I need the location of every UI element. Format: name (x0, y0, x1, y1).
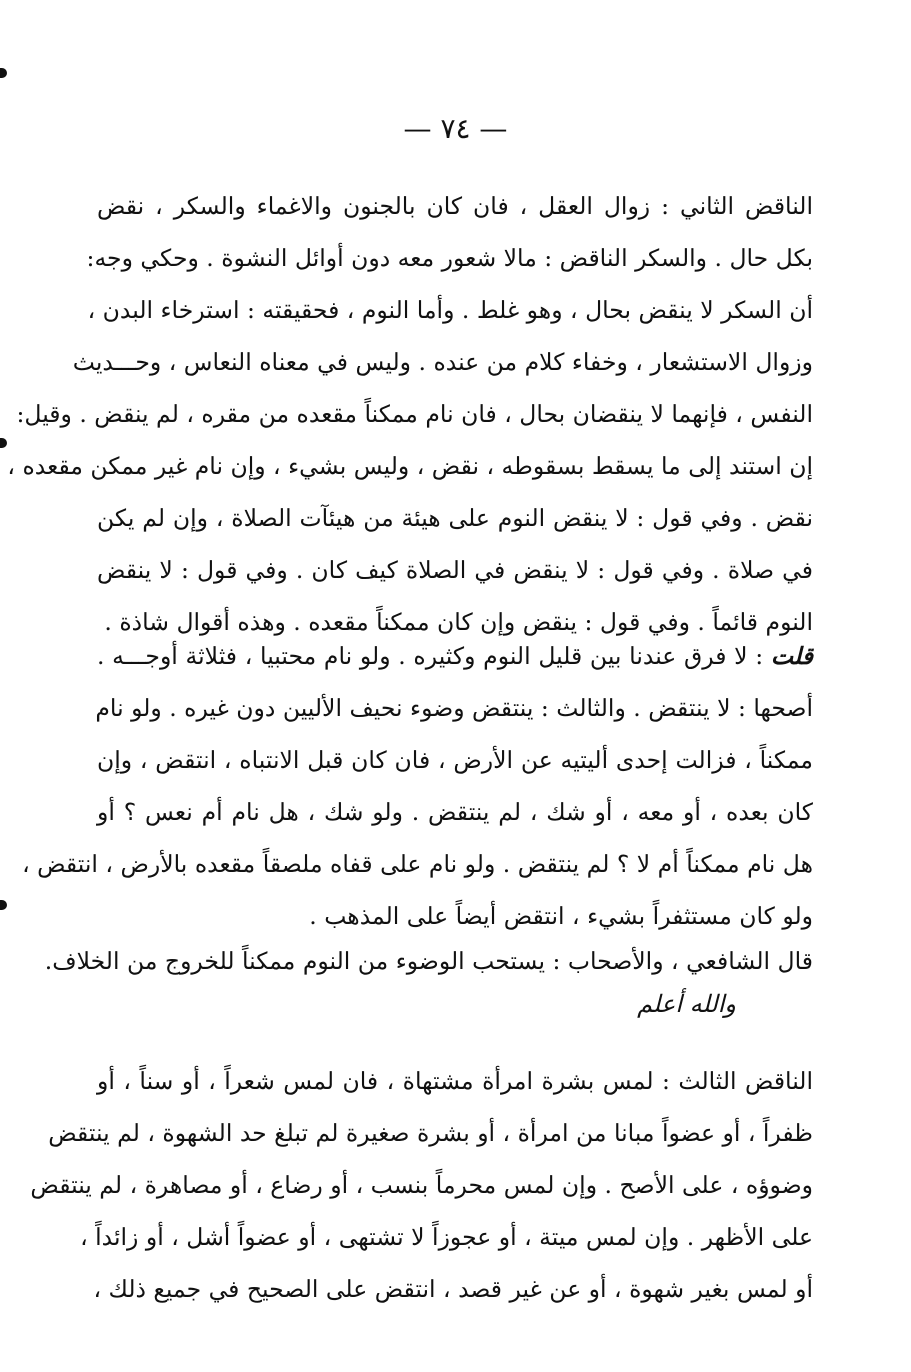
text-fragment: : لا فرق عندنا بين قليل النوم وكثيره . ولو نام محتبيا ، فثلاثة أوجـــه . (97, 642, 771, 670)
text-line: وضوؤه ، على الأصح . وإن لمس محرماً بنسب ، أو رضاع ، أو مصاهرة ، لم ينتقض (30, 1171, 813, 1199)
page-number: — ٧٤ — (403, 112, 508, 145)
text-line: على الأظهر . وإن لمس ميتة ، أو عجوزاً لا تشتهى ، أو عضواً أشل ، أو زائداً ، (80, 1223, 813, 1251)
paragraph-author-note (22, 630, 813, 942)
note-heading: قلت (770, 642, 813, 670)
text-line: أصحها : لا ينتقض . والثالث : ينتقض وضوء نحيف الأليين دون غيره . ولو نام (95, 694, 813, 722)
text-line: هل نام ممكناً أم لا ؟ لم ينتقض . ولو نام على قفاه ملصقاً مقعده بالأرض ، انتقض ، (22, 850, 813, 878)
text-line: الناقض الثاني : زوال العقل ، فان كان بالجنون والاغماء والسكر ، نقض (97, 192, 813, 220)
text-line: الناقض الثالث : لمس بشرة امرأة مشتهاة ، فان لمس شعراً ، أو سناً ، أو (97, 1067, 813, 1095)
margin-mark (0, 68, 7, 78)
text-line: النفس ، فإنهما لا ينقضان بحال ، فان نام ممكناً مقعده من مقره ، لم ينقض . وقيل: (16, 400, 813, 428)
text-line: وزوال الاستشعار ، وخفاء كلام من عنده . وليس في معناه النعاس ، وحـــديث (72, 348, 813, 376)
margin-mark (0, 438, 7, 448)
text-line: أن السكر لا ينقض بحال ، وهو غلط . وأما النوم ، فحقيقته : استرخاء البدن ، (87, 296, 813, 324)
text-line: نقض . وفي قول : لا ينقض النوم على هيئة من هيئآت الصلاة ، وإن لم يكن (97, 504, 813, 532)
text-line: في صلاة . وفي قول : لا ينقض في الصلاة كيف كان . وفي قول : لا ينقض (97, 556, 813, 584)
text-line: إن استند إلى ما يسقط بسقوطه ، نقض ، وليس بشيء ، وإن نام غير ممكن مقعده ، (7, 452, 813, 480)
paragraph-third-nullifier (30, 1055, 813, 1315)
paragraph-shafii (44, 935, 813, 987)
text-line: ممكناً ، فزالت إحدى أليتيه عن الأرض ، فان كان قبل الانتباه ، انتقض ، وإن (97, 746, 813, 774)
text-line: ولو كان مستثفراً بشيء ، انتقض أيضاً على المذهب . (309, 902, 813, 930)
text-line: قال الشافعي ، والأصحاب : يستحب الوضوء من النوم ممكناً للخروج من الخلاف. (44, 947, 813, 975)
text-line: ظفراً ، أو عضواً مبانا من امرأة ، أو بشرة صغيرة لم تبلغ حد الشهوة ، لم ينتقض (48, 1119, 813, 1147)
paragraph-sleep-ruling (7, 180, 813, 648)
text-line: كان بعده ، أو معه ، أو شك ، لم ينتقض . ولو شك ، هل نام أم نعس ؟ أو (97, 798, 813, 826)
text-line: بكل حال . والسكر الناقض : مالا شعور معه دون أوائل النشوة . وحكي وجه: (86, 244, 813, 272)
text-line: أو لمس بغير شهوة ، أو عن غير قصد ، انتقض على الصحيح في جميع ذلك ، (93, 1275, 813, 1303)
margin-mark (0, 900, 7, 910)
text-line (97, 630, 813, 682)
closing-phrase: والله أعلم (637, 990, 736, 1018)
text-line: النوم قائماً . وفي قول : ينقض وإن كان ممكناً مقعده . وهذه أقوال شاذة . (104, 608, 813, 636)
